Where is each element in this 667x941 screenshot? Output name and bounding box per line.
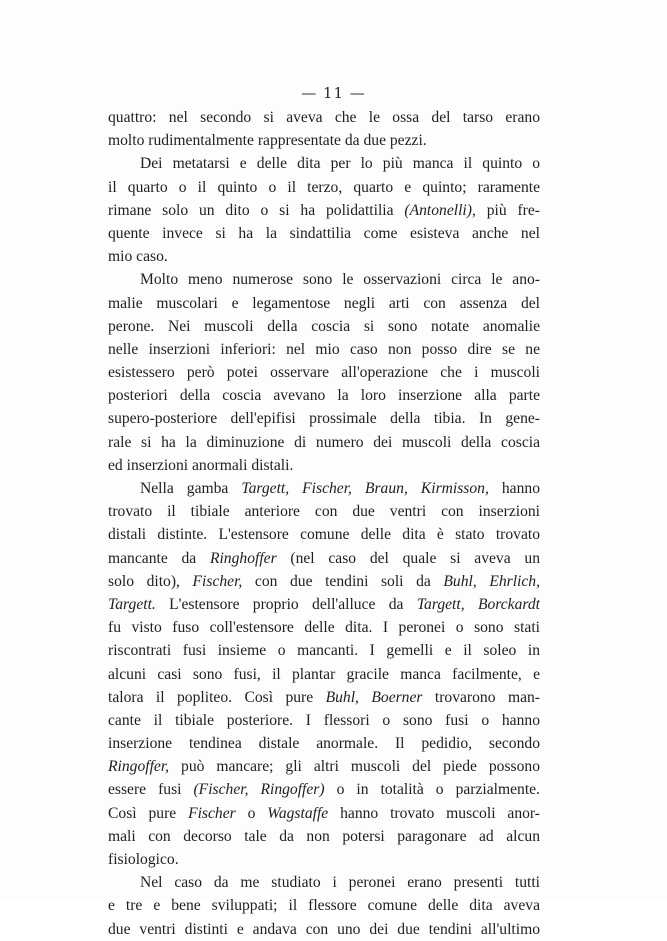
text-line bbox=[108, 245, 540, 268]
text-line bbox=[108, 732, 540, 755]
text-line bbox=[108, 384, 540, 407]
italic-citation: Wagstaffe bbox=[267, 804, 329, 822]
text-line bbox=[108, 338, 540, 361]
text-segment: trovato il tibiale anteriore con due ventri con inserzioni bbox=[108, 503, 540, 521]
text-line bbox=[108, 616, 540, 639]
text-line bbox=[108, 755, 540, 778]
text-line bbox=[108, 361, 540, 384]
italic-citation: Fischer, bbox=[192, 572, 243, 590]
text-line bbox=[108, 871, 540, 894]
text-segment: mancante da bbox=[108, 549, 210, 567]
text-segment: molto rudimentalmente rappresentate da due pezzi. bbox=[108, 132, 427, 150]
text-segment: mali con decorso tale da non potersi paragonare ad alcun bbox=[108, 827, 540, 845]
italic-citation: (Fischer, Ringoffer) bbox=[193, 781, 325, 799]
text-segment: Molto meno numerose sono le osservazioni circa le ano- bbox=[140, 271, 540, 289]
text-line bbox=[108, 152, 540, 175]
text-segment: inserzione tendinea distale anormale. Il pedidio, secondo bbox=[108, 735, 540, 753]
text-line bbox=[108, 848, 540, 871]
italic-citation: Targett, Borckardt bbox=[416, 595, 540, 613]
text-segment: talora il popliteo. Così pure bbox=[108, 688, 326, 706]
text-line bbox=[108, 709, 540, 732]
text-segment: perone. Nei muscoli della coscia si sono notate anomalie bbox=[108, 317, 540, 335]
text-line bbox=[108, 500, 540, 523]
text-segment: Nella gamba bbox=[140, 480, 242, 497]
text-segment: nelle inserzioni inferiori: nel mio caso non posso dire se ne bbox=[108, 340, 540, 358]
text-segment: o in totalità o parzialmente. bbox=[324, 781, 540, 799]
text-segment: hanno trovato muscoli anor- bbox=[328, 804, 540, 822]
text-segment: e tre e bene sviluppati; il flessore comune delle dita aveva bbox=[108, 897, 540, 915]
text-segment: Così pure bbox=[108, 804, 189, 822]
text-line bbox=[108, 547, 540, 570]
body-text bbox=[108, 106, 540, 941]
text-segment: L'estensore proprio dell'alluce da bbox=[155, 595, 417, 613]
italic-citation: Buhl, Boerner bbox=[325, 688, 423, 706]
text-line bbox=[108, 894, 540, 917]
text-segment: fisiologico. bbox=[108, 851, 179, 868]
text-segment: supero-posteriore dell'epifisi prossimale della tibia. In gene- bbox=[108, 410, 540, 428]
text-segment: alcuni casi sono fusi, il plantar gracile manca facilmente, e bbox=[108, 665, 540, 683]
text-segment: malie muscolari e legamentose negli arti con assenza del bbox=[108, 294, 540, 312]
text-segment: può mancare; gli altri muscoli del piede possono bbox=[169, 758, 540, 776]
text-line bbox=[108, 523, 540, 546]
text-segment: o bbox=[235, 804, 268, 822]
page-number: — 11 — bbox=[301, 84, 366, 102]
text-segment: quente invece si ha la sindattilia come esisteva anche nel bbox=[108, 224, 540, 242]
text-line bbox=[108, 825, 540, 848]
text-segment: con due tendini soli da bbox=[242, 572, 444, 590]
text-line bbox=[108, 431, 540, 454]
text-line bbox=[108, 268, 540, 291]
text-line bbox=[108, 663, 540, 686]
text-segment: ed inserzioni anormali distali. bbox=[108, 456, 294, 474]
text-segment: riscontrati fusi insieme o mancanti. I gemelli e il soleo in bbox=[108, 642, 540, 660]
text-segment: cante il tibiale posteriore. I flessori o sono fusi o hanno bbox=[108, 711, 540, 729]
text-line bbox=[108, 686, 540, 709]
text-segment: fu visto fuso coll'estensore delle dita. I peronei o sono stati bbox=[108, 619, 540, 637]
text-line bbox=[108, 639, 540, 662]
text-line bbox=[108, 176, 540, 199]
text-segment: rimane solo un dito o si ha polidattilia bbox=[108, 201, 405, 219]
italic-citation: Fischer bbox=[188, 804, 236, 822]
text-segment: Dei metatarsi e delle dita per lo più manca il quinto o bbox=[140, 155, 540, 173]
italic-citation: (Antonelli) bbox=[404, 201, 472, 219]
text-line bbox=[108, 802, 540, 825]
text-segment: posteriori della coscia avevano la loro inserzione alla parte bbox=[108, 387, 540, 405]
text-line bbox=[108, 106, 540, 129]
text-line bbox=[108, 918, 540, 941]
text-line bbox=[108, 454, 540, 477]
text-segment: essere fusi bbox=[108, 781, 194, 799]
text-line bbox=[108, 222, 540, 245]
text-segment: esistessero però potei osservare all'operazione che i muscoli bbox=[108, 364, 540, 382]
text-segment: due ventri distinti e andava con uno dei due tendini all'ultimo bbox=[108, 920, 540, 938]
text-segment: rale si ha la diminuzione di numero dei muscoli della coscia bbox=[108, 433, 540, 451]
text-segment: quattro: nel secondo si aveva che le ossa del tarso erano bbox=[108, 109, 540, 126]
text-line bbox=[108, 129, 540, 152]
text-line bbox=[108, 315, 540, 338]
text-segment: il quarto o il quinto o il terzo, quarto e quinto; raramente bbox=[108, 178, 540, 196]
text-segment: distali distinte. L'estensore comune delle dita è stato trovato bbox=[108, 526, 540, 544]
text-line bbox=[108, 407, 540, 430]
text-segment: mio caso. bbox=[108, 248, 168, 266]
text-segment: hanno bbox=[488, 480, 540, 497]
italic-citation: Ringhoffer bbox=[209, 549, 277, 567]
text-segment: solo dito), bbox=[108, 572, 193, 590]
text-line bbox=[108, 477, 540, 500]
text-line bbox=[108, 292, 540, 315]
italic-citation: Targett, Fischer, Braun, Kirmisson, bbox=[241, 480, 489, 497]
text-segment: trovarono man- bbox=[422, 688, 540, 706]
text-line bbox=[108, 570, 540, 593]
italic-citation: Ringoffer, bbox=[108, 758, 170, 776]
text-line bbox=[108, 778, 540, 801]
text-line bbox=[108, 593, 540, 616]
text-segment: Nel caso da me studiato i peronei erano presenti tutti bbox=[140, 874, 540, 892]
text-segment: , più fre- bbox=[471, 201, 540, 219]
text-line bbox=[108, 199, 540, 222]
italic-citation: Targett. bbox=[108, 595, 156, 613]
text-segment: (nel caso del quale si aveva un bbox=[276, 549, 540, 567]
italic-citation: Buhl, Ehrlich, bbox=[443, 572, 540, 590]
